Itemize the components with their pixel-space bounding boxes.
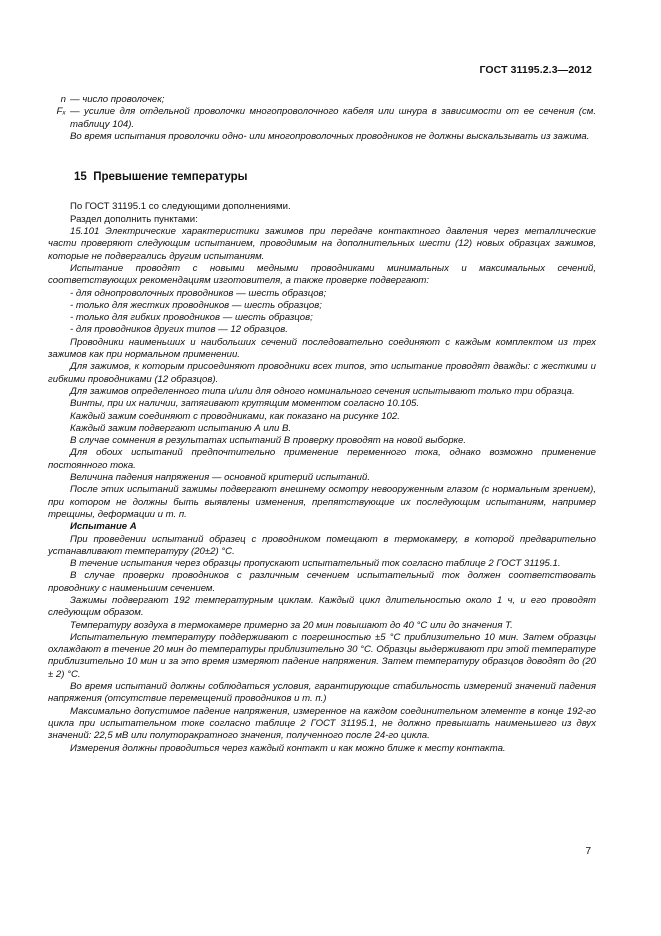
- paragraph: Испытание проводят с новыми медными проводниками минимальных и максимальных сечений, соответствующих рекомендациям изготовителя, а также проверке подвергают:: [48, 262, 596, 287]
- paragraph: По ГОСТ 31195.1 со следующими дополнениями.: [70, 201, 291, 213]
- list-item: - только для гибких проводников — шесть образцов;: [70, 312, 313, 324]
- list-item: - только для жестких проводников — шесть образцов;: [70, 299, 322, 311]
- paragraph: Испытательную температуру поддерживают с погрешностью ±5 °С приблизительно 10 мин. Затем образцы охлаждают в течение 20 мин до температуры приблизительно 30 °С. Образцы выдерживают при этой температуре приблизительно 10 мин и за это время измеряют падение напряжения. Затем температуру образцов доводят до (20 ± 2) °С.: [48, 631, 596, 680]
- paragraph: Максимально допустимое падение напряжения, измеренное на каждом соединительном элементе в конце 192-го цикла при испытательном токе согласно таблице 2 ГОСТ 31195.1, не должно превышать наименьшего из двух значений: 22,5 мВ или полуторакратного значения, полученного после 24-го цикла.: [48, 705, 596, 742]
- definition-symbol: n: [60, 94, 66, 105]
- paragraph: 15.101 Электрические характеристики зажимов при передаче контактного давления через металлические части проверяют следующим испытанием, проводимым на дополнительных шести (12) новых образцах зажимов, которые не подвергались другим испытаниям.: [48, 226, 596, 262]
- definition-text: — число проволочек;: [70, 94, 165, 105]
- paragraph: Во время испытания проволочки одно- или многопроволочных проводников не должны выскальзывать из зажима.: [70, 130, 590, 142]
- paragraph: Зажимы подвергают 192 температурным циклам. Каждый цикл длительностью около 1 ч, и его проводят следующим образом.: [48, 594, 596, 619]
- paragraph: Измерения должны проводиться через каждый контакт и как можно ближе к месту контакта.: [70, 742, 506, 754]
- paragraph: При проведении испытаний образец с проводником помещают в термокамеру, в которой предварительно устанавливают температуру (20±2) °С.: [48, 533, 596, 557]
- paragraph: В случае проверки проводников с различным сечением испытательный ток должен соответствовать проводнику с наименьшим сечением.: [48, 570, 596, 594]
- paragraph: Для зажимов, к которым присоединяют проводники всех типов, это испытание проводят дважды: с жесткими и гибкими проводниками (12 образцов).: [48, 361, 596, 385]
- section-heading: [74, 171, 596, 183]
- definition-text: — усилие для отдельной проволочки многопроволочного кабеля или шнура в зависимости от ее сечения (см. таблицу 104).: [70, 106, 596, 130]
- paragraph: После этих испытаний зажимы подвергают внешнему осмотру невооруженным глазом (с нормальным зрением), при котором не должны быть выявлены изменения, препятствующие их последующим испытаниям, например трещины, деформации и т. п.: [48, 484, 596, 520]
- definition-fx: [44, 106, 596, 131]
- section-title: Превышение температуры: [93, 171, 248, 184]
- paragraph: Температуру воздуха в термокамере примерно за 20 мин повышают до 40 °С или до значения Т.: [70, 619, 513, 631]
- definition-n: [44, 94, 596, 106]
- paragraph: В течение испытания через образцы пропускают испытательный ток согласно таблице 2 ГОСТ 31195.1.: [70, 558, 561, 570]
- paragraph: Раздел дополнить пунктами:: [70, 213, 198, 225]
- test-a-heading: Испытание А: [70, 521, 137, 533]
- definition-symbol: Fₓ: [56, 106, 66, 118]
- document-body: [48, 94, 596, 755]
- list-item: - для проводников других типов — 12 образцов.: [70, 324, 288, 336]
- page-number: 7: [585, 846, 591, 857]
- paragraph: Величина падения напряжения — основной критерий испытаний.: [70, 472, 371, 484]
- paragraph: В случае сомнения в результатах испытаний В проверку проводят на новой выборке.: [70, 435, 467, 447]
- paragraph: Проводники наименьших и наибольших сечений последовательно соединяют с каждым комплектом из трех зажимов как при нормальном применении.: [48, 336, 596, 361]
- standard-header: ГОСТ 31195.2.3—2012: [479, 64, 592, 76]
- paragraph: Для зажимов определенного типа и/или для одного номинального сечения испытывают только три образца.: [70, 385, 575, 397]
- paragraph: Винты, при их наличии, затягивают крутящим моментом согласно 10.105.: [70, 398, 420, 410]
- section-number: 15: [74, 171, 87, 184]
- paragraph: Каждый зажим соединяют с проводниками, как показано на рисунке 102.: [70, 410, 400, 422]
- paragraph: Каждый зажим подвергают испытанию А или В.: [70, 422, 292, 434]
- paragraph: Во время испытаний должны соблюдаться условия, гарантирующие стабильность измерений значений падения напряжения (отсутствие перемещений проводников и т. п.): [48, 681, 596, 705]
- list-item: - для однопроволочных проводников — шесть образцов;: [70, 287, 327, 299]
- paragraph: Для обоих испытаний предпочтительно применение переменного тока, однако возможно применение постоянного тока.: [48, 447, 596, 471]
